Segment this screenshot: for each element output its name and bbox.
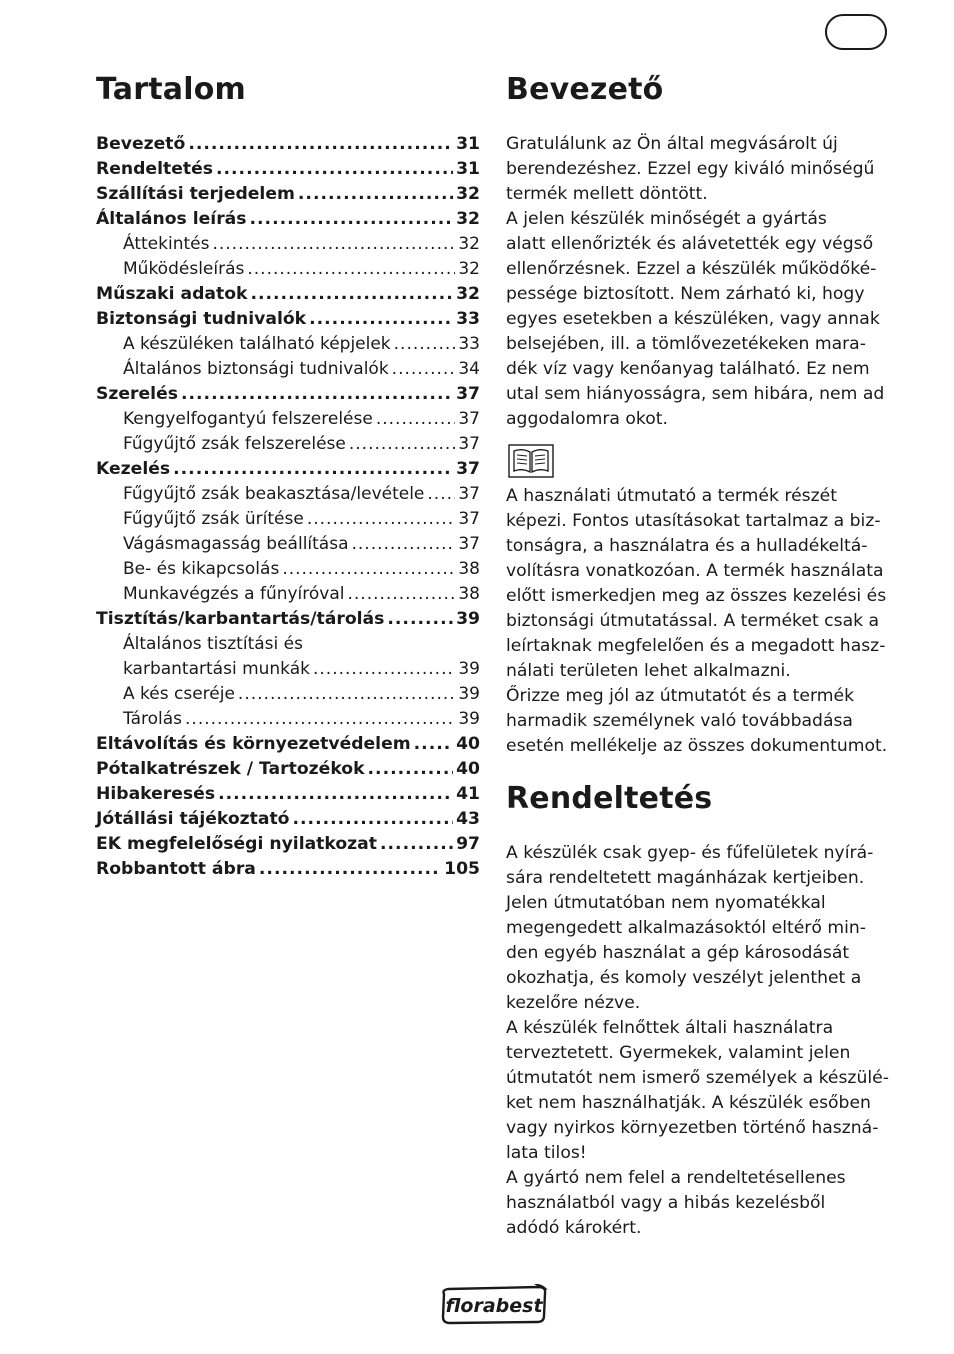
toc-leader-dots [218, 782, 453, 807]
intro-line: volításra vonatkozóan. A termék használata [506, 561, 884, 581]
purpose-line: A készülék felnőttek általi használatra [506, 1018, 834, 1038]
intro-line: tonságra, a használatra és a hulladékeltá- [506, 536, 868, 556]
intro-line: A használati útmutató a termék részét [506, 486, 837, 506]
toc-entry-page: 39 [458, 709, 480, 729]
toc-entry [96, 332, 480, 357]
toc-entry-page: 37 [456, 384, 480, 404]
toc-list [96, 132, 480, 882]
toc-leader-dots [313, 657, 455, 682]
toc-leader-dots [259, 857, 441, 882]
toc-entry-title: Pótalkatrészek / Tartozékok [96, 759, 365, 779]
toc-leader-dots [185, 707, 455, 732]
language-badge [825, 14, 887, 50]
toc-entry [96, 307, 480, 332]
toc-leader-dots [238, 682, 455, 707]
toc-entry [96, 482, 480, 507]
toc-entry-title: karbantartási munkák [123, 659, 310, 679]
toc-entry-title: Kengyelfogantyú felszerelése [123, 409, 373, 429]
toc-entry-title: Fűgyűjtő zsák beakasztása/levétele [123, 484, 425, 504]
table-of-contents [96, 70, 480, 882]
toc-entry [96, 407, 480, 432]
toc-entry-page: 39 [458, 659, 480, 679]
toc-entry [96, 757, 480, 782]
purpose-line: megengedett alkalmazásoktól eltérő min- [506, 918, 866, 938]
toc-entry [96, 432, 480, 457]
purpose-line: den egyéb használat a gép károsodását [506, 943, 850, 963]
intro-line: nálati területen lehet alkalmazni. [506, 661, 791, 681]
toc-entry-title: Robbantott ábra [96, 859, 256, 879]
intro-line: pessége biztosított. Nem zárható ki, hogy [506, 284, 865, 304]
toc-leader-dots [188, 132, 453, 157]
toc-entry-page: 37 [458, 534, 480, 554]
intro-text-a [506, 132, 896, 432]
toc-entry-title: Tisztítás/karbantartás/tárolás [96, 609, 385, 629]
toc-entry-title: Műszaki adatok [96, 284, 248, 304]
open-book-icon [508, 444, 554, 478]
toc-entry-page: 38 [458, 559, 480, 579]
intro-line: berendezéshez. Ezzel egy kiváló minőségű [506, 159, 875, 179]
toc-entry-page: 32 [456, 209, 480, 229]
purpose-line: útmutatót nem ismerő személyek a készülé- [506, 1068, 889, 1088]
toc-entry [96, 232, 480, 257]
intro-line: termék mellett döntött. [506, 184, 708, 204]
intro-line: képezi. Fontos utasításokat tartalmaz a biz- [506, 511, 881, 531]
toc-entry-title: A készüléken található képjelek [123, 334, 391, 354]
toc-leader-dots [247, 257, 455, 282]
purpose-line: okozhatja, és komoly veszélyt jelenthet a [506, 968, 862, 988]
intro-line: egyes esetekben a készüléken, vagy annak [506, 309, 880, 329]
toc-entry-title: Kezelés [96, 459, 171, 479]
intro-line: belsejében, ill. a tömlővezetékeken mara- [506, 334, 866, 354]
intro-column [506, 70, 896, 1241]
toc-leader-dots [352, 532, 456, 557]
toc-entry [96, 657, 480, 682]
intro-line: ellenőrzésnek. Ezzel a készülék működőké- [506, 259, 877, 279]
toc-entry-title: Működésleírás [123, 259, 245, 279]
intro-line: Őrizze meg jól az útmutatót és a termék [506, 686, 855, 706]
intro-line: utal sem hiányosságra, sem hibára, nem ad [506, 384, 885, 404]
intro-line: dék víz vagy kenőanyag található. Ez nem [506, 359, 870, 379]
toc-entry-title: Általános tisztítási és [123, 634, 303, 654]
toc-entry-title: Szerelés [96, 384, 178, 404]
toc-entry-page: 37 [458, 509, 480, 529]
purpose-line: ket nem használhatják. A készülék esőben [506, 1093, 871, 1113]
brand-name: florabest [445, 1295, 543, 1317]
toc-entry-page: 38 [458, 584, 480, 604]
intro-line: aggodalomra okot. [506, 409, 668, 429]
purpose-line: használatból vagy a hibás kezelésből [506, 1193, 826, 1213]
toc-entry [96, 857, 480, 882]
toc-entry [96, 607, 480, 632]
toc-entry-title: Hibakeresés [96, 784, 216, 804]
toc-leader-dots [392, 357, 456, 382]
toc-leader-dots [216, 157, 453, 182]
purpose-line: A gyártó nem felel a rendeltetésellenes [506, 1168, 846, 1188]
toc-entry-title: Bevezető [96, 134, 186, 154]
toc-entry [96, 782, 480, 807]
toc-entry-page: 32 [456, 284, 480, 304]
purpose-line: terveztetett. Gyermekek, valamint jelen [506, 1043, 851, 1063]
toc-entry [96, 807, 480, 832]
toc-entry [96, 832, 480, 857]
purpose-text [506, 841, 896, 1241]
toc-entry-title: Áttekintés [123, 234, 210, 254]
purpose-line: Jelen útmutatóban nem nyomatékkal [506, 893, 826, 913]
toc-entry [96, 732, 480, 757]
purpose-line: sára rendeltetett magánházak kertjeiben. [506, 868, 865, 888]
florabest-logo [438, 1284, 550, 1326]
toc-entry-title: Be- és kikapcsolás [123, 559, 280, 579]
toc-entry [96, 382, 480, 407]
toc-entry [96, 132, 480, 157]
intro-title: Bevezető [506, 72, 664, 107]
toc-entry-page: 41 [456, 784, 480, 804]
toc-entry-page: 32 [458, 259, 480, 279]
toc-leader-dots [368, 757, 454, 782]
purpose-title: Rendeltetés [506, 781, 713, 816]
intro-line: Gratulálunk az Ön által megvásárolt új [506, 134, 838, 154]
toc-leader-dots [173, 457, 453, 482]
toc-entry [96, 682, 480, 707]
purpose-line: kezelőre nézve. [506, 993, 641, 1013]
intro-line: harmadik személynek való továbbadása [506, 711, 853, 731]
toc-leader-dots [380, 832, 453, 857]
purpose-line: lata tilos! [506, 1143, 587, 1163]
toc-leader-dots [348, 582, 456, 607]
toc-entry [96, 182, 480, 207]
toc-leader-dots [298, 182, 453, 207]
toc-entry-page: 31 [456, 134, 480, 154]
toc-entry-title: Munkavégzés a fűnyíróval [123, 584, 345, 604]
toc-entry-page: 97 [456, 834, 480, 854]
toc-entry-title: Általános biztonsági tudnivalók [123, 359, 389, 379]
toc-entry-title: Eltávolítás és környezetvédelem [96, 734, 411, 754]
toc-entry [96, 207, 480, 232]
toc-entry-page: 43 [456, 809, 480, 829]
toc-leader-dots [212, 232, 455, 257]
toc-leader-dots [181, 382, 453, 407]
toc-entry-page: 37 [458, 484, 480, 504]
toc-entry-page: 105 [444, 859, 480, 879]
toc-entry-page: 39 [458, 684, 480, 704]
intro-text-b [506, 484, 896, 759]
toc-leader-dots [414, 732, 453, 757]
toc-entry-title: Tárolás [123, 709, 183, 729]
toc-entry-title: Jótállási tájékoztató [96, 809, 290, 829]
toc-entry [96, 282, 480, 307]
intro-line: esetén mellékelje az összes dokumentumot. [506, 736, 888, 756]
toc-entry [96, 707, 480, 732]
toc-leader-dots [427, 482, 455, 507]
toc-entry [96, 632, 480, 657]
toc-leader-dots [309, 307, 453, 332]
toc-entry-page: 37 [458, 409, 480, 429]
intro-line: előtt ismerkedjen meg az összes kezelési és [506, 586, 887, 606]
toc-leader-dots [250, 207, 454, 232]
intro-line: alatt ellenőrizték és alávetették egy végső [506, 234, 874, 254]
intro-line: leírtaknak megfelelően és a megadott hasz- [506, 636, 886, 656]
toc-entry [96, 582, 480, 607]
toc-entry-title: Vágásmagasság beállítása [123, 534, 349, 554]
toc-entry-page: 40 [456, 734, 480, 754]
toc-entry-page: 32 [458, 234, 480, 254]
toc-entry-title: EK megfelelőségi nyilatkozat [96, 834, 377, 854]
toc-entry [96, 357, 480, 382]
intro-line: biztonsági útmutatással. A terméket csak a [506, 611, 880, 631]
toc-entry-title: Rendeltetés [96, 159, 213, 179]
toc-entry-title: Általános leírás [96, 209, 247, 229]
toc-entry [96, 532, 480, 557]
toc-entry [96, 257, 480, 282]
purpose-line: A készülék csak gyep- és fűfelületek nyírá- [506, 843, 874, 863]
intro-line: A jelen készülék minőségét a gyártás [506, 209, 827, 229]
toc-entry-page: 33 [458, 334, 480, 354]
toc-entry [96, 157, 480, 182]
toc-leader-dots [387, 607, 453, 632]
toc-entry-page: 34 [458, 359, 480, 379]
toc-entry-title: Fűgyűjtő zsák felszerelése [123, 434, 346, 454]
toc-entry-title: Fűgyűjtő zsák ürítése [123, 509, 304, 529]
toc-title: Tartalom [96, 72, 246, 107]
toc-entry-title: Szállítási terjedelem [96, 184, 295, 204]
toc-entry [96, 457, 480, 482]
toc-entry-page: 40 [456, 759, 480, 779]
toc-leader-dots [349, 432, 455, 457]
toc-entry-title: A kés cseréje [123, 684, 235, 704]
toc-entry-page: 39 [456, 609, 480, 629]
purpose-line: vagy nyirkos környezetben történő haszná- [506, 1118, 879, 1138]
toc-entry-page: 33 [456, 309, 480, 329]
purpose-line: adódó károkért. [506, 1218, 642, 1238]
toc-entry-page: 37 [456, 459, 480, 479]
toc-entry-page: 32 [456, 184, 480, 204]
toc-entry-page: 37 [458, 434, 480, 454]
toc-leader-dots [293, 807, 454, 832]
toc-leader-dots [394, 332, 456, 357]
toc-leader-dots [376, 407, 456, 432]
toc-leader-dots [307, 507, 456, 532]
toc-entry [96, 557, 480, 582]
toc-leader-dots [282, 557, 455, 582]
toc-leader-dots [250, 282, 453, 307]
toc-entry-title: Biztonsági tudnivalók [96, 309, 307, 329]
toc-entry [96, 507, 480, 532]
toc-entry-page: 31 [456, 159, 480, 179]
